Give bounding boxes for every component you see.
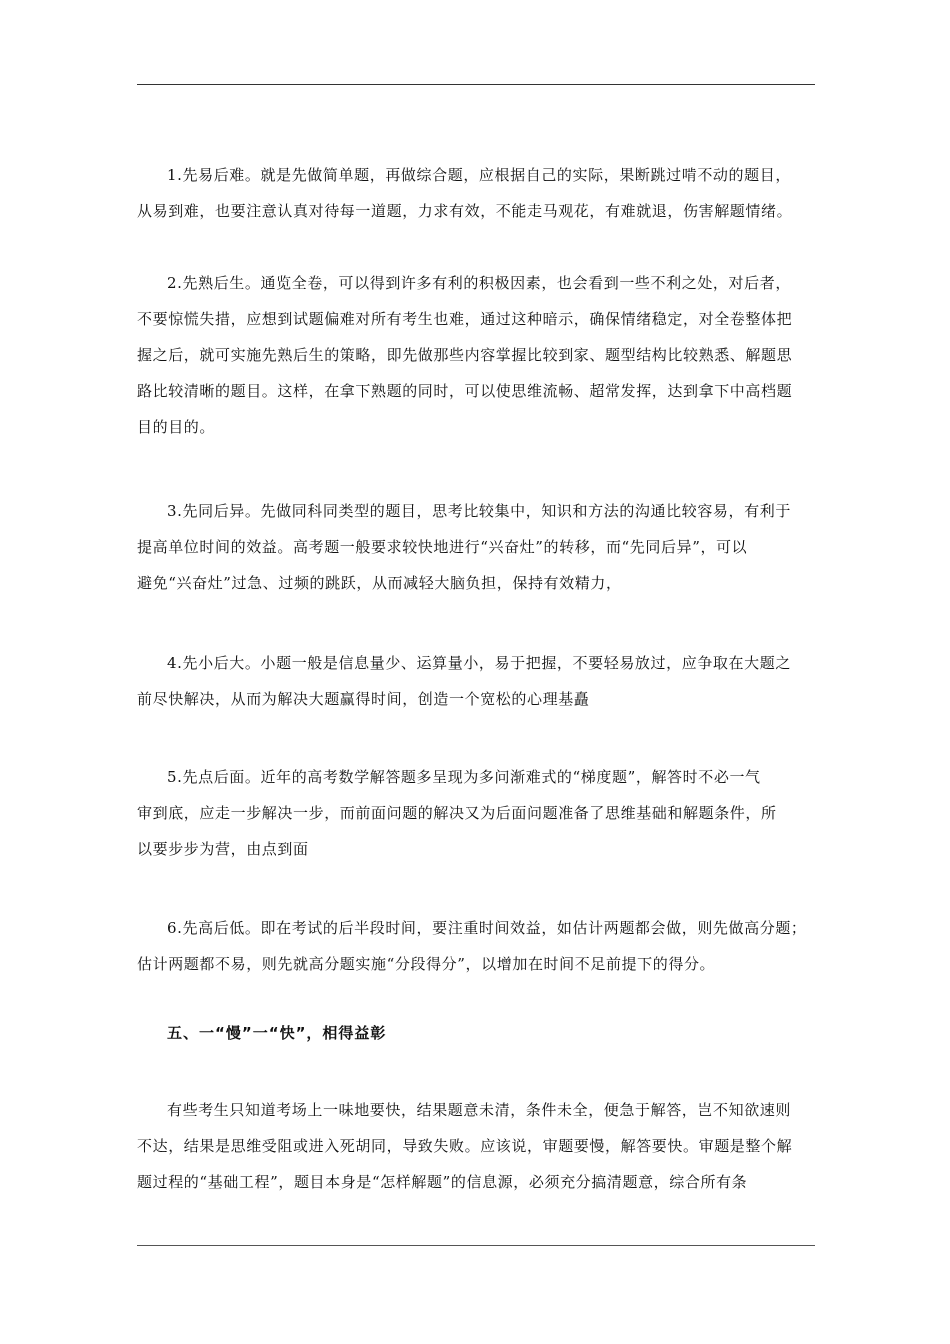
paragraph-7-line-2: 不达，结果是思维受阻或进入死胡同，导致失败。应该说，审题要慢，解答要快。审题是整个解 xyxy=(137,1137,793,1155)
footer-rule xyxy=(137,1245,815,1246)
paragraph-1-line-1: 1.先易后难。就是先做简单题，再做综合题，应根据自己的实际，果断跳过啃不动的题目， xyxy=(167,166,791,184)
paragraph-2-line-5: 目的目的。 xyxy=(137,418,216,436)
paragraph-2-line-2: 不要惊慌失措，应想到试题偏难对所有考生也难，通过这种暗示，确保情绪稳定，对全卷整体把 xyxy=(137,310,793,328)
paragraph-1-line-2: 从易到难，也要注意认真对待每一道题，力求有效，不能走马观花，有难就退，伤害解题情绪。 xyxy=(137,202,793,220)
paragraph-4-line-1: 4.先小后大。小题一般是信息量少、运算量小，易于把握，不要轻易放过，应争取在大题之 xyxy=(167,654,791,672)
paragraph-2-line-4: 路比较清晰的题目。这样，在拿下熟题的同时，可以使思维流畅、超常发挥，达到拿下中高档题 xyxy=(137,382,793,400)
paragraph-6-line-2: 估计两题都不易，则先就高分题实施“分段得分”，以增加在时间不足前提下的得分。 xyxy=(137,955,716,973)
section-heading: 五、一“慢”一“快”，相得益彰 xyxy=(167,1024,387,1042)
paragraph-3-line-2: 提高单位时间的效益。高考题一般要求较快地进行“兴奋灶”的转移，而“先同后异”，可以 xyxy=(137,538,748,556)
paragraph-5-line-2: 审到底，应走一步解决一步，而前面问题的解决又为后面问题准备了思维基础和解题条件，所 xyxy=(137,804,777,822)
paragraph-5-line-1: 5.先点后面。近年的高考数学解答题多呈现为多问渐难式的“梯度题”，解答时不必一气 xyxy=(167,768,761,786)
paragraph-4-line-2: 前尽快解决，从而为解决大题赢得时间，创造一个宽松的心理基矗 xyxy=(137,690,590,708)
paragraph-7-line-1: 有些考生只知道考场上一味地要快，结果题意未清，条件未全，便急于解答，岂不知欲速则 xyxy=(167,1101,792,1119)
paragraph-3-line-3: 避免“兴奋灶”过急、过频的跳跃，从而减轻大脑负担，保持有效精力， xyxy=(137,574,622,592)
header-rule xyxy=(137,84,815,85)
paragraph-5-line-3: 以要步步为营，由点到面 xyxy=(137,840,309,858)
paragraph-2-line-1: 2.先熟后生。通览全卷，可以得到许多有利的积极因素，也会看到一些不利之处，对后者， xyxy=(167,274,791,292)
paragraph-6-line-1: 6.先高后低。即在考试的后半段时间，要注重时间效益，如估计两题都会做，则先做高分题； xyxy=(167,919,807,937)
paragraph-2-line-3: 握之后，就可实施先熟后生的策略，即先做那些内容掌握比较到家、题型结构比较熟悉、解题思 xyxy=(137,346,793,364)
paragraph-7-line-3: 题过程的“基础工程”，题目本身是“怎样解题”的信息源，必须充分搞清题意，综合所有条 xyxy=(137,1173,748,1191)
paragraph-3-line-1: 3.先同后异。先做同科同类型的题目，思考比较集中，知识和方法的沟通比较容易，有利于 xyxy=(167,502,791,520)
